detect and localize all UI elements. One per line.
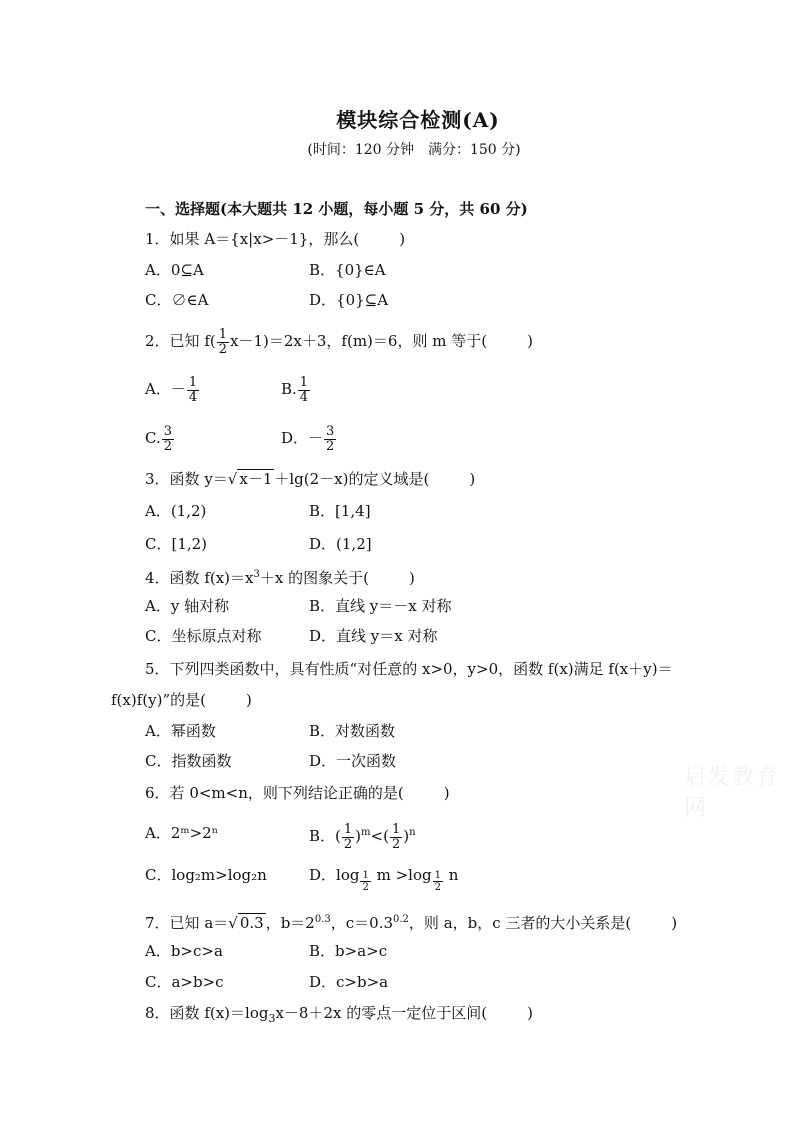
question-number: 7． xyxy=(145,914,170,932)
question-4-stem xyxy=(145,565,415,588)
q2-option-a xyxy=(145,370,200,408)
q5-text-line1: 下列四类函数中，具有性质“对任意的 x>0，y>0，函数 f(x)满足 f(x＋y)＝ xyxy=(169,660,673,678)
q6-b-mid: < xyxy=(370,827,384,845)
q5-option-b: B．对数函数 xyxy=(309,722,396,740)
q3-option-b: B．[1,4] xyxy=(309,502,371,520)
page-title: 模块综合检测(A) xyxy=(336,108,500,132)
q6-text: 若 0<m<n，则下列结论正确的是( xyxy=(169,784,404,802)
q2-d-num: 3 xyxy=(326,423,335,439)
q7-option-d: D．c>b>a xyxy=(309,973,389,991)
q4-option-c: C．坐标原点对称 xyxy=(145,627,262,645)
q1-set: A＝{x|x>－1}，那么( xyxy=(204,230,360,248)
q5-option-c: C．指数函数 xyxy=(145,752,232,770)
q6-d-num-1: 1 xyxy=(362,870,369,881)
q1-option-b: B．{0}∈A xyxy=(309,261,386,279)
section-heading: 一、选择题(本大题共 12 小题，每小题 5 分，共 60 分) xyxy=(145,200,528,218)
q4-option-a: A．y 轴对称 xyxy=(145,597,230,615)
q3-text-a: 函数 y＝ xyxy=(169,470,228,488)
question-number: 4． xyxy=(145,569,170,587)
question-3-stem xyxy=(145,469,475,489)
q6-b-fraction-1 xyxy=(342,823,354,852)
q8-log-base: 3 xyxy=(268,1012,276,1025)
question-number: 8． xyxy=(145,1004,170,1022)
q6-option-a xyxy=(145,814,218,852)
q2-paren: ) xyxy=(527,332,533,350)
q3-option-a: A．(1,2) xyxy=(145,502,207,520)
q2-b-den: 4 xyxy=(299,389,309,405)
q1-text-a: 如果 xyxy=(169,230,200,248)
q8-text-a: 函数 f(x)＝log xyxy=(169,1004,269,1022)
q3-paren: ) xyxy=(469,470,476,488)
question-number: 2． xyxy=(145,332,170,350)
q6-d-num-2: 1 xyxy=(434,870,441,881)
q6-option-c xyxy=(145,860,267,890)
q7-radicand: 0.3 xyxy=(239,914,264,932)
q2-option-c xyxy=(145,419,175,457)
q4-text-b: ＋x 的图象关于( xyxy=(259,569,369,587)
page-subtitle: (时间：120 分钟 满分：150 分) xyxy=(307,142,521,158)
q7-text-b: ，b＝2 xyxy=(265,914,315,932)
q4-option-d: D．直线 y＝x 对称 xyxy=(309,627,438,645)
question-7-stem xyxy=(145,910,677,933)
q6-option-d xyxy=(309,860,458,893)
q6-d-m: m > xyxy=(371,866,409,884)
question-5-stem-cont xyxy=(111,690,252,710)
question-5-stem xyxy=(145,659,673,679)
q2-d-fraction xyxy=(324,425,336,454)
q5-option-a: A．幂函数 xyxy=(145,722,216,740)
q7-exp-b: 0.3 xyxy=(314,914,331,925)
q2-a-label: A．－ xyxy=(145,380,186,398)
q6-d-log-1: log xyxy=(336,866,360,884)
q6-d-den-1: 2 xyxy=(362,882,369,893)
q2-a-den: 4 xyxy=(188,389,198,405)
q6-d-log-2: log xyxy=(408,866,432,884)
question-1-stem xyxy=(145,229,405,249)
sqrt-icon: √ xyxy=(227,470,238,488)
q8-paren: ) xyxy=(527,1004,533,1022)
q6-option-b: B．( $\frac{1}{2}$ )$^m$<( $\frac{1}{2}$ )$^n$ xyxy=(309,821,416,852)
q2-b-num: 1 xyxy=(299,374,309,390)
q3-option-c: C．[1,2) xyxy=(145,535,208,553)
q2-option-b xyxy=(281,370,311,408)
question-number: 5． xyxy=(145,660,170,678)
q4-exponent: 3 xyxy=(253,569,260,580)
q3-radicand: x－1 xyxy=(239,470,273,488)
q2-b-fraction xyxy=(298,376,310,405)
q6-a-text: 2ᵐ>2ⁿ xyxy=(170,824,219,842)
q6-d-base-2 xyxy=(433,870,443,893)
q3-option-d: D．(1,2] xyxy=(309,535,372,553)
q7-option-c: C．a>b>c xyxy=(145,973,224,991)
q6-b-label: B． xyxy=(309,827,336,845)
q7-text-d: ，则 a，b，c 三者的大小关系是( xyxy=(408,914,632,932)
q1-option-c: C．∅∈A xyxy=(145,291,209,309)
q8-text-b: x－8＋2x 的零点一定位于区间( xyxy=(275,1004,488,1022)
q6-d-n: n xyxy=(443,866,459,884)
q7-exp-c: 0.2 xyxy=(393,914,409,925)
question-number: 3． xyxy=(145,470,170,488)
q2-a-num: 1 xyxy=(188,374,198,390)
question-number: 6． xyxy=(145,784,170,802)
q1-option-d: D．{0}⊆A xyxy=(309,291,389,309)
q2-b-label: B. xyxy=(281,380,297,398)
q4-text-a: 函数 f(x)＝x xyxy=(169,569,254,587)
q1-paren: ) xyxy=(399,230,406,248)
q2-text-a: 已知 f( xyxy=(169,332,216,350)
q7-paren: ) xyxy=(671,914,678,932)
watermark: 启发教育网 xyxy=(684,765,781,821)
q2-d-label: D．－ xyxy=(281,429,324,447)
q2-c-num: 3 xyxy=(163,423,172,439)
q2-c-den: 2 xyxy=(163,438,172,454)
q6-d-den-2: 2 xyxy=(434,882,441,893)
q7-option-a: A．b>c>a xyxy=(145,942,223,960)
q2-c-label: C. xyxy=(145,429,161,447)
q1-option-a: A．0⊆A xyxy=(145,261,204,279)
q7-text-c: ，c＝0.3 xyxy=(330,914,394,932)
q6-b-num-2: 1 xyxy=(391,821,401,837)
q2-d-den: 2 xyxy=(326,438,335,454)
q6-b-fraction-2 xyxy=(390,823,402,852)
sqrt-icon: √ xyxy=(228,914,238,932)
q2-frac-num: 1 xyxy=(218,326,228,342)
question-8-stem xyxy=(145,1003,533,1029)
q2-fraction xyxy=(217,328,229,357)
question-6-stem xyxy=(145,783,450,803)
q6-b-den-1: 2 xyxy=(343,836,353,852)
q3-text-b: ＋lg(2－x)的定义域是( xyxy=(274,470,430,488)
q5-text-line2: f(x)f(y)”的是( xyxy=(111,691,206,709)
q2-frac-den: 2 xyxy=(218,341,228,357)
q2-a-fraction xyxy=(187,376,199,405)
q2-option-d xyxy=(281,419,337,457)
q6-b-num-1: 1 xyxy=(343,821,353,837)
q6-paren: ) xyxy=(443,784,450,802)
q7-text-a: 已知 a＝ xyxy=(169,914,229,932)
q6-d-label: D． xyxy=(309,866,337,884)
q6-c-text: log₂m>log₂n xyxy=(171,866,267,884)
q4-paren: ) xyxy=(408,569,415,587)
q4-option-b: B．直线 y＝－x 对称 xyxy=(309,597,452,615)
q6-d-base-1 xyxy=(360,870,370,893)
q6-c-label: C． xyxy=(145,866,172,884)
q7-option-b: B．b>a>c xyxy=(309,942,388,960)
q6-b-den-2: 2 xyxy=(391,836,401,852)
q2-text-b: x－1)＝2x＋3，f(m)＝6，则 m 等于( xyxy=(230,332,488,350)
q5-paren: ) xyxy=(245,691,252,709)
q5-option-d: D．一次函数 xyxy=(309,752,397,770)
q2-c-fraction xyxy=(162,425,174,454)
question-2-stem xyxy=(145,324,533,358)
q6-a-label: A． xyxy=(145,824,171,842)
question-number: 1． xyxy=(145,230,170,248)
